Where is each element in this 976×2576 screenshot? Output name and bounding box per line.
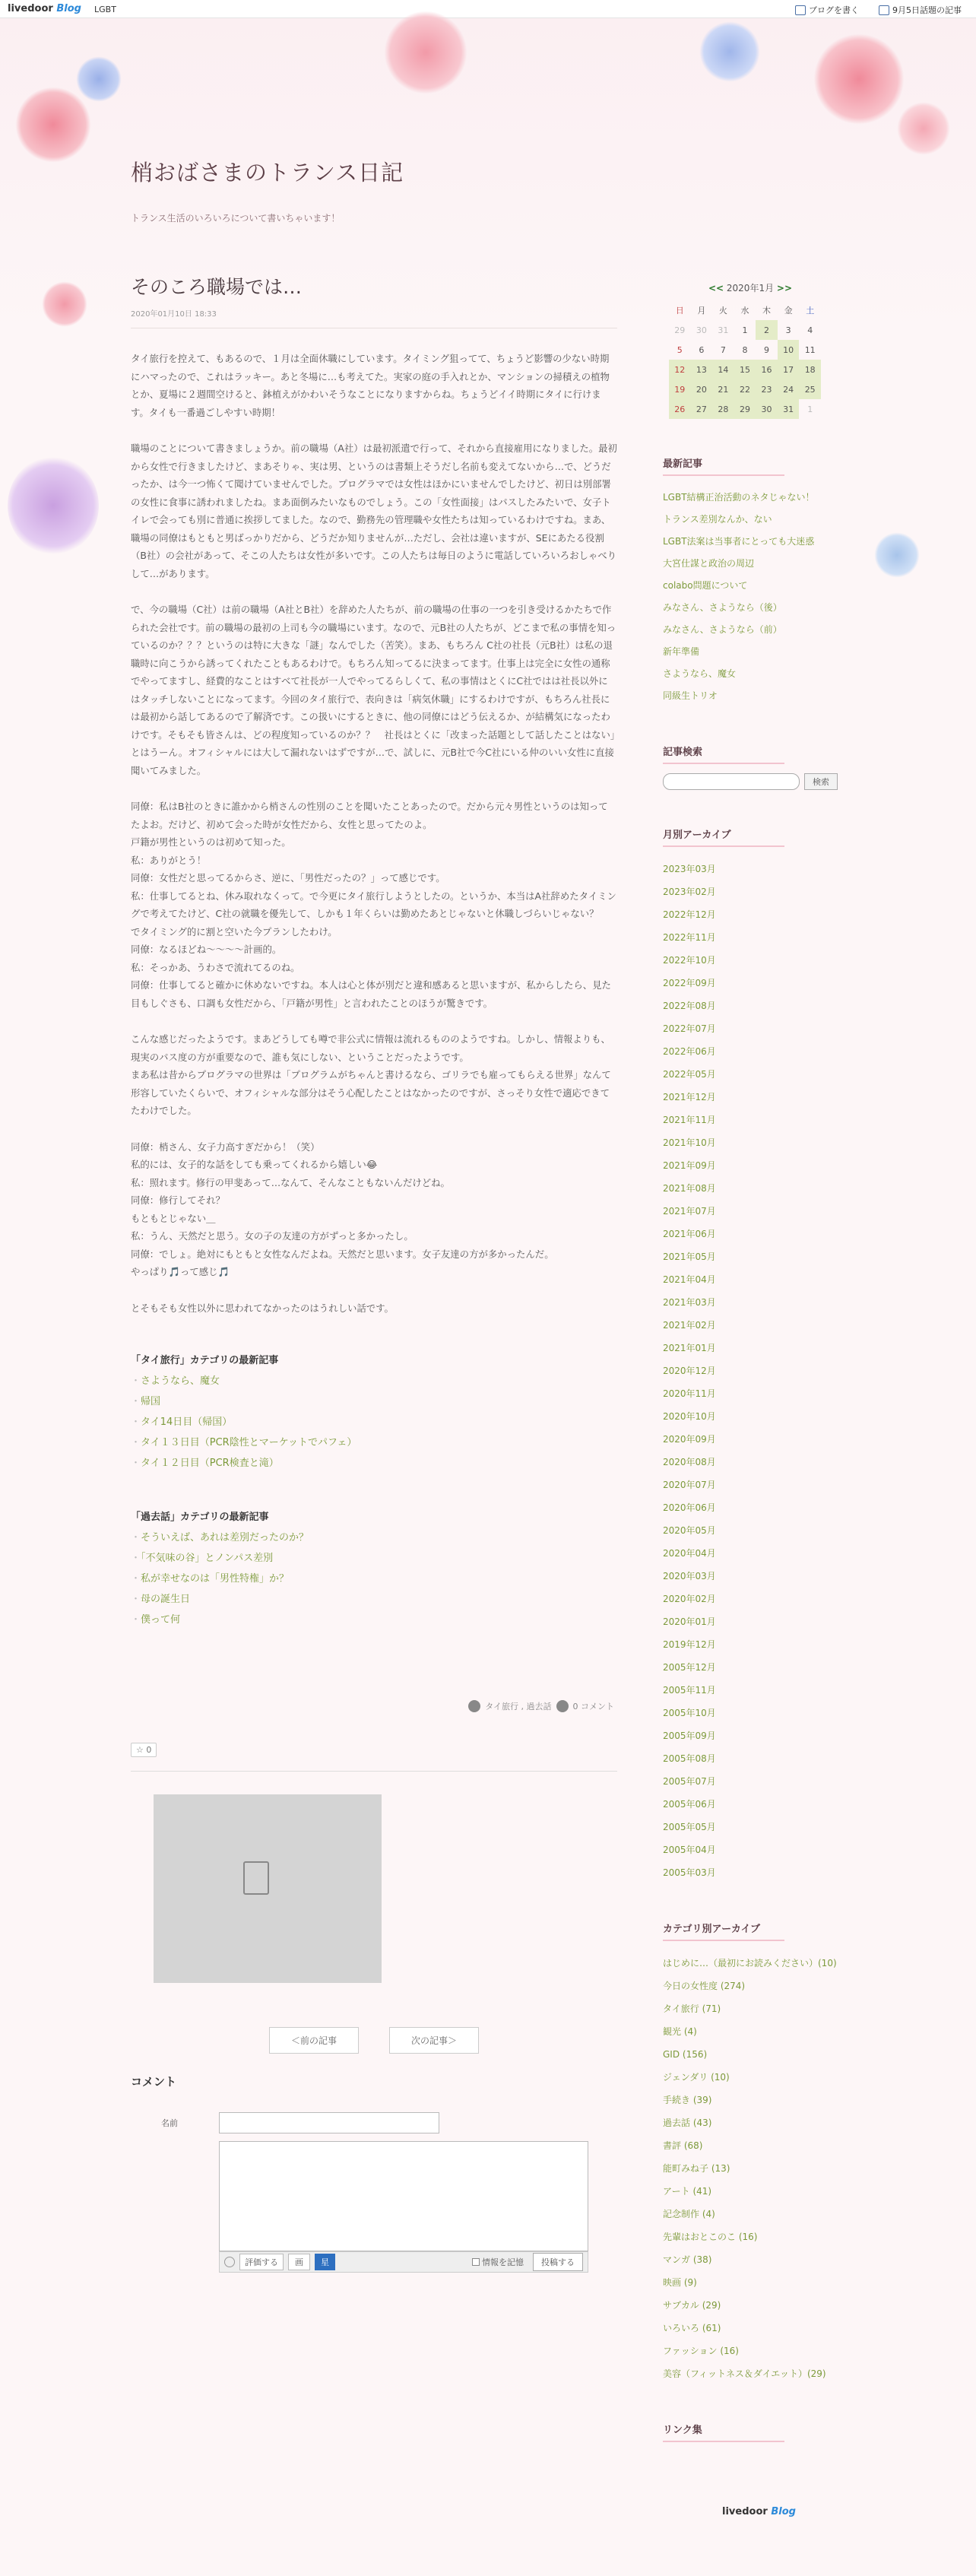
calendar-date[interactable]: 28 bbox=[712, 399, 734, 419]
comment-form bbox=[161, 2112, 617, 2273]
calendar-day-header: 水 bbox=[740, 306, 749, 316]
category-archive-link[interactable]: 手続き (39) bbox=[663, 2095, 712, 2105]
month-archive-link[interactable]: 2021年06月 bbox=[663, 1229, 716, 1239]
month-archive-link[interactable]: 2020年02月 bbox=[663, 1594, 716, 1604]
month-archive-link[interactable]: 2005年03月 bbox=[663, 1867, 716, 1878]
monthly-archive-list bbox=[663, 858, 838, 1884]
month-archive-link[interactable]: 2021年02月 bbox=[663, 1320, 716, 1331]
calendar-month: 2020年1月 bbox=[726, 283, 775, 293]
calendar-date[interactable]: 19 bbox=[669, 379, 691, 399]
latest-post-link[interactable]: トランス差別なんか、ない bbox=[663, 514, 772, 525]
category-archive-link[interactable]: ジェンダリ (10) bbox=[663, 2072, 730, 2083]
footer-logo[interactable]: livedoor Blog bbox=[722, 2506, 796, 2517]
remember-checkbox[interactable] bbox=[472, 2258, 480, 2266]
submit-comment-button[interactable]: 投稿する bbox=[533, 2253, 583, 2271]
month-archive-link[interactable]: 2020年04月 bbox=[663, 1548, 716, 1559]
pager bbox=[131, 2027, 617, 2054]
calendar-date[interactable]: 23 bbox=[756, 379, 778, 399]
month-archive-link[interactable]: 2020年11月 bbox=[663, 1388, 716, 1399]
category-box-item[interactable]: ・ 私が幸せなのは「男性特権」か？ bbox=[131, 1569, 617, 1589]
calendar-date: 3 bbox=[785, 325, 791, 335]
category-box-item[interactable]: ・ タイ１２日目（PCR検査と滝） bbox=[131, 1453, 617, 1474]
like-row bbox=[131, 1741, 617, 1772]
calendar-date[interactable]: 17 bbox=[778, 360, 800, 379]
month-archive-link[interactable]: 2022年06月 bbox=[663, 1046, 716, 1057]
category-archive-link[interactable]: GID (156) bbox=[663, 2049, 708, 2060]
prev-post-button[interactable]: ＜前の記事 bbox=[269, 2027, 359, 2054]
month-archive-link[interactable]: 2021年08月 bbox=[663, 1183, 716, 1194]
category-archive-link[interactable]: アート (41) bbox=[663, 2186, 712, 2197]
month-archive-link[interactable]: 2021年07月 bbox=[663, 1206, 716, 1217]
calendar-day-header: 土 bbox=[806, 306, 815, 316]
month-archive-link[interactable]: 2005年04月 bbox=[663, 1845, 716, 1855]
latest-post-link[interactable]: みなさん、さようなら（後） bbox=[663, 602, 782, 613]
latest-post-link[interactable]: 大宮仕謀と政治の周辺 bbox=[663, 558, 755, 569]
month-archive-link[interactable]: 2022年11月 bbox=[663, 932, 716, 943]
remember-label: 情報を記憶 bbox=[482, 2257, 524, 2267]
category-archive-link[interactable]: 映画 (9) bbox=[663, 2277, 697, 2288]
post-paragraph: 同僚：梢さん、女子力高すぎだから！（笑） 私的には、女子的な話をしても乗ってくれるから嬉しい😂 私：照れます。修行の甲斐あって…なんて、そんなこともないんだけどね。 同僚：修行してそれ？ もともとじゃない＿ 私：うん、天然だと思う。女の子の友達の方がずっと多かったし。 同僚：でしょ。絶対にもともと女性なんだよね。天然だと思います。女子友達の方が多かったんだ。 やっぱり🎵って感じ🎵 bbox=[131, 1140, 554, 1277]
latest-post-link[interactable]: 同級生トリオ bbox=[663, 690, 718, 701]
side-flower-left bbox=[8, 456, 99, 555]
month-archive-link[interactable]: 2021年12月 bbox=[663, 1092, 716, 1102]
month-archive-link[interactable]: 2022年07月 bbox=[663, 1023, 716, 1034]
month-archive-link[interactable]: 2022年10月 bbox=[663, 955, 716, 966]
category-archive-link[interactable]: はじめに…（最初にお読みください）(10) bbox=[663, 1958, 837, 1968]
month-archive-link[interactable]: 2020年05月 bbox=[663, 1525, 716, 1536]
calendar-date[interactable]: 14 bbox=[712, 360, 734, 379]
category-archive-link[interactable]: 過去話 (43) bbox=[663, 2118, 712, 2128]
calendar-next[interactable]: >> bbox=[776, 283, 793, 293]
broken-image-icon bbox=[243, 1861, 269, 1895]
category-box-item[interactable]: ・ 母の誕生日 bbox=[131, 1589, 617, 1610]
category-box-title: 「過去話」カテゴリの最新記事 bbox=[131, 1512, 269, 1523]
sidebar bbox=[663, 281, 838, 2442]
latest-post-link[interactable]: LGBT法案は当事者にとっても大迷惑 bbox=[663, 536, 815, 547]
post-categories[interactable]: タイ旅行 , 過去話 bbox=[485, 1702, 552, 1712]
write-blog-link[interactable]: ブログを書く bbox=[795, 4, 859, 16]
category-archive-link[interactable]: ファッション (16) bbox=[663, 2346, 739, 2356]
calendar-date[interactable]: 26 bbox=[669, 399, 691, 419]
calendar-date[interactable]: 25 bbox=[799, 379, 821, 399]
latest-post-link[interactable]: colabo問題について bbox=[663, 580, 748, 591]
comment-icon bbox=[556, 1700, 569, 1712]
month-archive-link[interactable]: 2021年01月 bbox=[663, 1343, 716, 1353]
category-archive-link[interactable]: 先輩はおとこのこ (16) bbox=[663, 2232, 758, 2242]
month-archive-link[interactable]: 2005年06月 bbox=[663, 1799, 716, 1810]
calendar-date[interactable]: 13 bbox=[691, 360, 713, 379]
month-archive-link[interactable]: 2021年10月 bbox=[663, 1137, 716, 1148]
calendar-prev[interactable]: << bbox=[708, 283, 724, 293]
category-box-item[interactable]: ・ 僕って何 bbox=[131, 1610, 617, 1630]
comment-title: コメント bbox=[131, 2075, 177, 2089]
calendar-date: 8 bbox=[742, 344, 748, 355]
comment-toolbar bbox=[219, 2251, 588, 2273]
post-paragraph: とそもそも女性以外に思われてなかったのはうれしい話です。 bbox=[131, 1302, 394, 1314]
calendar-date[interactable]: 30 bbox=[756, 399, 778, 419]
month-archive-link[interactable]: 2005年09月 bbox=[663, 1731, 716, 1741]
calendar-date: 30 bbox=[696, 325, 707, 335]
latest-list bbox=[663, 487, 838, 707]
post-date: 2020年01月10日 18:33 bbox=[131, 307, 617, 328]
comment-count[interactable]: 0 コメント bbox=[572, 1702, 614, 1712]
category-latest-boxes bbox=[131, 1352, 617, 1630]
month-archive-link[interactable]: 2021年11月 bbox=[663, 1115, 716, 1125]
calendar-date: 4 bbox=[807, 325, 813, 335]
month-archive-link[interactable]: 2020年01月 bbox=[663, 1616, 716, 1627]
format-toggle-1[interactable]: 画 bbox=[288, 2254, 310, 2270]
calendar-date: 11 bbox=[804, 344, 816, 355]
month-archive-link[interactable]: 2022年12月 bbox=[663, 909, 716, 920]
category-archive-link[interactable]: 美容（フィットネス＆ダイエット）(29) bbox=[663, 2368, 826, 2379]
name-label: 名前 bbox=[161, 2118, 178, 2128]
calendar-day-header: 金 bbox=[784, 306, 793, 316]
month-archive-link[interactable]: 2005年05月 bbox=[663, 1822, 716, 1832]
category-archive-link[interactable]: 観光 (4) bbox=[663, 2026, 697, 2037]
category-box-item[interactable]: ・ 「不気味の谷」とノンパス差別 bbox=[131, 1548, 617, 1569]
category-archive-list bbox=[663, 1952, 838, 2385]
pen-icon bbox=[795, 5, 806, 15]
month-archive-link[interactable]: 2020年03月 bbox=[663, 1571, 716, 1581]
month-archive-link[interactable]: 2020年10月 bbox=[663, 1411, 716, 1422]
calendar-date[interactable]: 15 bbox=[734, 360, 756, 379]
like-button[interactable]: ☆ 0 bbox=[131, 1743, 157, 1757]
month-archive-link[interactable]: 2020年06月 bbox=[663, 1502, 716, 1513]
month-archive-link[interactable]: 2005年11月 bbox=[663, 1685, 716, 1696]
month-archive-link[interactable]: 2005年10月 bbox=[663, 1708, 716, 1718]
category-box-item[interactable]: ・ さようなら、魔女 bbox=[131, 1371, 617, 1391]
comment-textarea[interactable] bbox=[219, 2141, 588, 2251]
calendar-date: 9 bbox=[764, 344, 770, 355]
site-title[interactable]: 梢おばさまのトランス日記 bbox=[131, 160, 404, 186]
month-archive-link[interactable]: 2021年04月 bbox=[663, 1274, 716, 1285]
post-paragraph: 同僚：私はB社のときに誰かから梢さんの性別のことを聞いたことあったので。だから元々男性というのは知ってたよお。だけど、初めて会った時が女性だから、女性と思ってたのよ。 戸籍が男性というのは初めて知った。 私：ありがとう！ 同僚：女性だと思ってるからさ、逆に、「男性だったの？」って感じです。 私：仕事してるとね、休み取れなくって。で今更にタイ旅行しようとしたの。というか、本当はA社辞めたタイミングで考えてたけど、C社の就職を優先して、しかも１年くらいは勤めたあとじゃないと休職しづらいじゃない？ でタイミング的に割と空いた今プランしたわけ。 同僚：なるほどね〜〜〜〜計画的。 私：そっかあ、うわさで流れてるのね。 同僚：仕事してると確かに休めないですね。本人は心と体が別だと違和感あると思いますが、私からしたら、見た目もしぐさも、口調も女性だから、「戸籍が男性」と言われたことのほうが驚きです。 bbox=[131, 801, 616, 1009]
month-archive-link[interactable]: 2005年08月 bbox=[663, 1753, 716, 1764]
calendar-date: 7 bbox=[720, 344, 726, 355]
post-paragraph: こんな感じだったようです。まあどうしても噂で非公式に情報は流れるもののようですね。しかし、情報よりも、現実のパス度の方が重要なので、誰も気にしない、ということだったようです。 まあ私は昔からプログラマの世界は「プログラムがちゃんと書けるなら、ゴリラでも雇ってもらえる世界」なんて形容していたくらいで、オフィシャルな部分はそう心配したことはなかったのですが、さっそり女性で適応できてたわけでした。 bbox=[131, 1033, 611, 1116]
calendar-date[interactable]: 22 bbox=[734, 379, 756, 399]
links-title: リンク集 bbox=[663, 2422, 784, 2442]
calendar-date[interactable]: 2 bbox=[756, 320, 778, 340]
category-archive-link[interactable]: 記念制作 (4) bbox=[663, 2209, 715, 2219]
format-toggle-2[interactable]: 星 bbox=[315, 2254, 335, 2270]
lgbt-link[interactable]: LGBT bbox=[94, 5, 116, 14]
calendar-date[interactable]: 12 bbox=[669, 360, 691, 379]
latest-post-link[interactable]: みなさん、さようなら（前） bbox=[663, 624, 782, 635]
category-archive-link[interactable]: いろいろ (61) bbox=[663, 2323, 721, 2333]
month-archive-link[interactable]: 2022年09月 bbox=[663, 978, 716, 988]
calendar-date[interactable]: 27 bbox=[691, 399, 713, 419]
site-description: トランス生活のいろいろについて書いちゃいます！ bbox=[131, 213, 341, 224]
calendar-date[interactable]: 10 bbox=[778, 340, 800, 360]
post-paragraph: 職場のことについて書きましょうか。前の職場（A社）は最初派遣で行って、それから直接雇用になりました。最初から女性で行きましたけど、まあそりゃ、実は男、というのは書類上そうだし名前も変えてないから…で、どうだったか、は今一つ怖くて聞けていませんでした。プログラマでは女性はほかにいませんでしたけど、初日は別部署の女性に食事に誘われましたね。まあ面倒みたいなものでしょう。この「女性面接」はパスしたみたいで、女子トイレで会っても別に普通に挨拶してました。なので、勤務先の管理職や女性たちは知っているわけですね。まあ、職場の同僚はもともと男ばっかりだから、どうだか知りませんが…ただし、会社は違いますが、SEにあたる役割（B社）の会社があって、そこの人たちは女性が多いです。この人たちは毎日のように電話していろいろおしゃべりして…があります。 bbox=[131, 443, 617, 579]
livedoor-logo[interactable]: livedoor Blog bbox=[8, 3, 81, 14]
category-archive-link[interactable]: 能町みね子 (13) bbox=[663, 2163, 730, 2174]
search-input[interactable] bbox=[663, 773, 800, 790]
rating-select[interactable]: 評価する bbox=[239, 2254, 284, 2270]
calendar-header bbox=[663, 281, 838, 294]
calendar-date: 31 bbox=[718, 325, 729, 335]
month-archive-link[interactable]: 2020年07月 bbox=[663, 1480, 716, 1490]
category-box-title: 「タイ旅行」カテゴリの最新記事 bbox=[131, 1355, 279, 1366]
month-archive-link[interactable]: 2020年09月 bbox=[663, 1434, 716, 1445]
search-title: 記事検索 bbox=[663, 744, 784, 764]
latest-post-link[interactable]: LGBT結構正治活動のネタじゃない！ bbox=[663, 492, 815, 503]
post-paragraph: タイ旅行を控えて、もあるので、１月は全面休職にしています。タイミング狙ってて、ちょうど影響の少ない時期にハマったので、これはラッキー。あと冬場に…も考えてた。実家の庭の手入れとか、マンションの掃積えの植物とか、夏場に２週間空けると、鉢植えがかわいそうなことになりますからね。ちょうどイイ時期にタイに行けます。タイも一番過ごしやすい時期！ bbox=[131, 353, 610, 418]
category-icon bbox=[468, 1700, 480, 1712]
post-body bbox=[131, 350, 617, 1317]
calendar-date: 29 bbox=[674, 325, 686, 335]
month-archive-link[interactable]: 2021年09月 bbox=[663, 1160, 716, 1171]
category-box-item[interactable]: ・ そういえば、あれは差別だったのか？ bbox=[131, 1528, 617, 1548]
post-paragraph: で、今の職場（C社）は前の職場（A社とB社）を辞めた人たちが、前の職場の仕事の一つを引き受けるかたちで作られた会社です。前の職場の最初の上司も今の職場にいます。なので、元B社の人たちが、どこまで私の事情を知っているのか？？？というのは特に大きな「謎」なんでした（苦笑）。まあ、もちろん C社の社長（元B社）は私の退職時に向こうから誘ってくれたこともあるわけで。もちろん知ってるに決まってます。仕事上は完全に女性の通称でやってますし、経費的なことはすべて社長が一人でやってるらしくて、私の事情はとくにC社ではは社長以外にはタッチしないことになってます。今回のタイ旅行で、表向きは「病気休職」にするわけですが、もちろん社長には最初から話してあるので了解済です。この扱いにするときに、他の同僚にはどう伝えるか、が結構気になったわけです。そもそも皆さんは、どの程度知っているのか？？ 社長はとくに「改まった話題として話したことはない」とはうーん。オフィシャルには大して漏れないはずですが…で、試しに、元B社で今C社にいる仲のいい女性に直接聞いてみました。 bbox=[131, 604, 616, 776]
next-post-button[interactable]: 次の記事＞ bbox=[389, 2027, 479, 2054]
category-latest-box bbox=[131, 1508, 617, 1630]
month-archive-link[interactable]: 2020年12月 bbox=[663, 1366, 716, 1376]
search-button[interactable]: 検索 bbox=[804, 773, 838, 790]
category-archive-link[interactable]: タイ旅行 (71) bbox=[663, 2003, 721, 2014]
emoji-icon[interactable] bbox=[224, 2257, 235, 2267]
category-box-item[interactable]: ・ 帰国 bbox=[131, 1391, 617, 1412]
calendar-date[interactable]: 20 bbox=[691, 379, 713, 399]
search-form bbox=[663, 773, 838, 790]
calendar-day-header: 日 bbox=[675, 306, 684, 316]
monthly-title: 月別アーカイブ bbox=[663, 826, 784, 847]
month-archive-link[interactable]: 2022年05月 bbox=[663, 1069, 716, 1080]
calendar-date: 5 bbox=[677, 344, 683, 355]
category-archive-link[interactable]: 書評 (68) bbox=[663, 2140, 703, 2151]
latest-post-link[interactable]: 新年準備 bbox=[663, 646, 700, 657]
calendar-date[interactable]: 16 bbox=[756, 360, 778, 379]
calendar-icon bbox=[879, 5, 889, 15]
calendar-day-header: 火 bbox=[718, 306, 727, 316]
month-archive-link[interactable]: 2005年12月 bbox=[663, 1662, 716, 1673]
calendar-date[interactable]: 21 bbox=[712, 379, 734, 399]
latest-post-link[interactable]: さようなら、魔女 bbox=[663, 668, 737, 679]
month-archive-link[interactable]: 2005年07月 bbox=[663, 1776, 716, 1787]
category-archive-title: カテゴリ別アーカイブ bbox=[663, 1921, 784, 1941]
calendar-date: 1 bbox=[742, 325, 748, 335]
month-archive-link[interactable]: 2020年08月 bbox=[663, 1457, 716, 1467]
month-archive-link[interactable]: 2019年12月 bbox=[663, 1639, 716, 1650]
category-box-item[interactable]: ・ タイ１３日目（PCR陰性とマーケットでパフェ） bbox=[131, 1432, 617, 1453]
category-latest-box bbox=[131, 1352, 617, 1474]
butterfly-decoration bbox=[874, 532, 920, 578]
calendar-date[interactable]: 31 bbox=[778, 399, 800, 419]
month-archive-link[interactable]: 2023年03月 bbox=[663, 864, 716, 874]
category-archive-link[interactable]: サブカル (29) bbox=[663, 2300, 721, 2311]
calendar-day-header: 月 bbox=[697, 306, 706, 316]
calendar-date[interactable]: 24 bbox=[778, 379, 800, 399]
calendar-day-header: 木 bbox=[762, 306, 772, 316]
category-archive-link[interactable]: 今日の女性度 (274) bbox=[663, 1981, 746, 1991]
no-image-placeholder bbox=[154, 1794, 382, 1983]
latest-title: 最新記事 bbox=[663, 455, 784, 476]
category-box-item[interactable]: ・ タイ14日目（帰国） bbox=[131, 1412, 617, 1432]
post-footer bbox=[131, 1700, 617, 1712]
calendar bbox=[669, 300, 821, 419]
main-column bbox=[131, 272, 617, 2273]
calendar-date: 6 bbox=[699, 344, 705, 355]
calendar-date: 1 bbox=[807, 404, 813, 414]
calendar-date[interactable]: 18 bbox=[799, 360, 821, 379]
month-archive-link[interactable]: 2021年05月 bbox=[663, 1252, 716, 1262]
name-input[interactable] bbox=[219, 2112, 439, 2133]
month-archive-link[interactable]: 2023年02月 bbox=[663, 887, 716, 897]
topbar bbox=[0, 0, 976, 18]
side-flower-small bbox=[42, 281, 87, 327]
month-archive-link[interactable]: 2022年08月 bbox=[663, 1001, 716, 1011]
calendar-date[interactable]: 29 bbox=[734, 399, 756, 419]
category-archive-link[interactable]: マンガ (38) bbox=[663, 2254, 712, 2265]
month-archive-link[interactable]: 2021年03月 bbox=[663, 1297, 716, 1308]
post-title[interactable]: そのころ職場では… bbox=[131, 276, 303, 298]
trending-link[interactable]: 9月5日話題の記事 bbox=[879, 4, 962, 16]
